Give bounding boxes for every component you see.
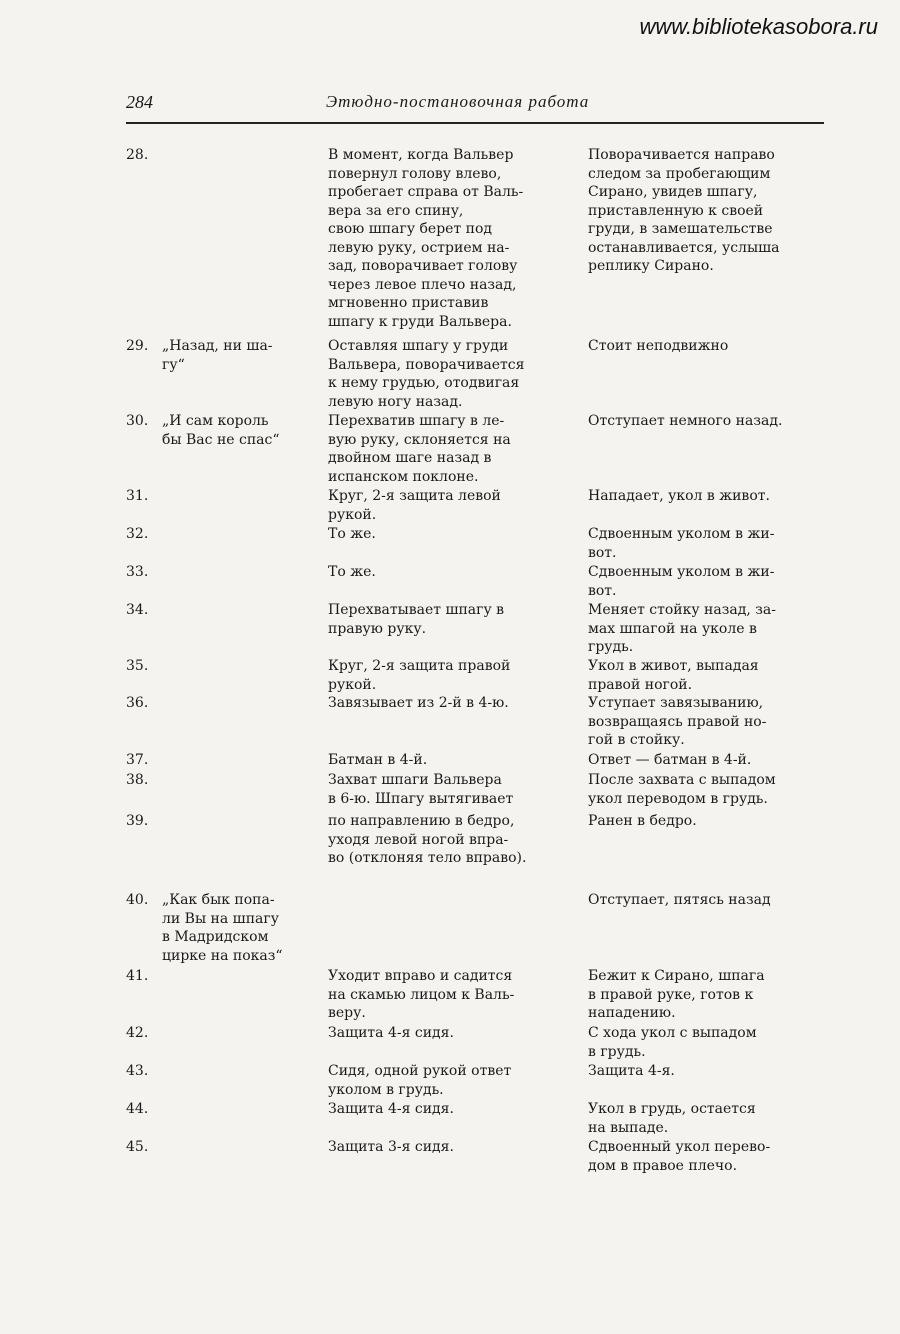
cyrano-action: Круг, 2-я защита левой рукой. (328, 488, 501, 523)
cue-text: „И сам король бы Вас не спас“ (162, 413, 280, 448)
valvert-action: Укол в живот, выпадая правой ногой. (588, 658, 759, 693)
cyrano-action: Уходит вправо и садится на скамью лицом к Валь- веру. (328, 968, 515, 1021)
valvert-action: Уступает завязыванию, возвращаясь правой но- гой в стойку. (588, 695, 767, 748)
cyrano-action: В момент, когда Вальвер повернул голову влево, пробегает справа от Валь- вера за его спину, свою шпагу берет под левую руку, острием на- зад, поворачивает голову через левое плечо назад, мгновенно приставив шпагу к груди Вальвера. (328, 147, 524, 330)
cyrano-action: Защита 4-я сидя. (328, 1025, 454, 1041)
cue-text: „Назад, ни ша- гу“ (162, 338, 273, 373)
site-watermark: www.bibliotekasobora.ru (639, 14, 878, 39)
cyrano-action: Батман в 4-й. (328, 752, 428, 768)
row-number: 28. (126, 147, 149, 163)
valvert-action: Укол в грудь, остается на выпаде. (588, 1101, 756, 1136)
valvert-action: Защита 4-я. (588, 1063, 675, 1079)
cue-text: „Как бык попа- ли Вы на шпагу в Мадридском цирке на показ“ (162, 892, 283, 964)
cyrano-action: Защита 3-я сидя. (328, 1139, 454, 1155)
row-number: 35. (126, 658, 149, 674)
row-number: 45. (126, 1139, 149, 1155)
valvert-action: Ранен в бедро. (588, 813, 697, 829)
cyrano-action: Перехватив шпагу в ле- вую руку, склоняется на двойном шаге назад в испанском поклоне. (328, 413, 511, 485)
valvert-action: Стоит неподвижно (588, 338, 729, 354)
cyrano-action: Сидя, одной рукой ответ уколом в грудь. (328, 1063, 512, 1098)
page-header (126, 92, 824, 118)
valvert-action: Ответ — батман в 4-й. (588, 752, 752, 768)
page-number: 284 (126, 92, 153, 112)
valvert-action: Бежит к Сирано, шпага в правой руке, готов к нападению. (588, 968, 765, 1021)
row-number: 33. (126, 564, 149, 580)
row-number: 36. (126, 695, 149, 711)
valvert-action: С хода укол с выпадом в грудь. (588, 1025, 757, 1060)
valvert-action: Меняет стойку назад, за- мах шпагой на уколе в грудь. (588, 602, 776, 655)
row-number: 42. (126, 1025, 149, 1041)
row-number: 30. (126, 413, 149, 429)
row-number: 37. (126, 752, 149, 768)
row-number: 38. (126, 772, 149, 788)
valvert-action: Сдвоенным уколом в жи- вот. (588, 526, 775, 561)
cyrano-action: Защита 4-я сидя. (328, 1101, 454, 1117)
header-rule (126, 122, 824, 124)
cyrano-action: по направлению в бедро, уходя левой ногой впра- во (отклоняя тело вправо). (328, 813, 527, 866)
row-number: 41. (126, 968, 149, 984)
row-number: 44. (126, 1101, 149, 1117)
cyrano-action: Завязывает из 2-й в 4-ю. (328, 695, 509, 711)
row-number: 29. (126, 338, 149, 354)
valvert-action: Поворачивается направо следом за пробегающим Сирано, увидев шпагу, приставленную к своей груди, в замешательстве останавливается, услыша реплику Сирано. (588, 147, 780, 274)
cyrano-action: Круг, 2-я защита правой рукой. (328, 658, 511, 693)
row-number: 32. (126, 526, 149, 542)
cyrano-action: То же. (328, 564, 376, 580)
row-number: 31. (126, 488, 149, 504)
row-number: 40. (126, 892, 149, 908)
valvert-action: Отступает, пятясь назад (588, 892, 771, 908)
valvert-action: После захвата с выпадом укол переводом в грудь. (588, 772, 776, 807)
row-number: 34. (126, 602, 149, 618)
cyrano-action: Захват шпаги Вальвера в 6-ю. Шпагу вытягивает (328, 772, 514, 807)
cyrano-action: Перехватывает шпагу в правую руку. (328, 602, 505, 637)
running-title: Этюдно-постановочная работа (326, 92, 590, 111)
valvert-action: Сдвоенный укол перево- дом в правое плечо. (588, 1139, 771, 1174)
cyrano-action: Оставляя шпагу у груди Вальвера, поворачивается к нему грудью, отодвигая левую ногу назад. (328, 338, 525, 410)
valvert-action: Отступает немного назад. (588, 413, 783, 429)
valvert-action: Нападает, укол в живот. (588, 488, 770, 504)
row-number: 43. (126, 1063, 149, 1079)
cyrano-action: То же. (328, 526, 376, 542)
valvert-action: Сдвоенным уколом в жи- вот. (588, 564, 775, 599)
row-number: 39. (126, 813, 149, 829)
